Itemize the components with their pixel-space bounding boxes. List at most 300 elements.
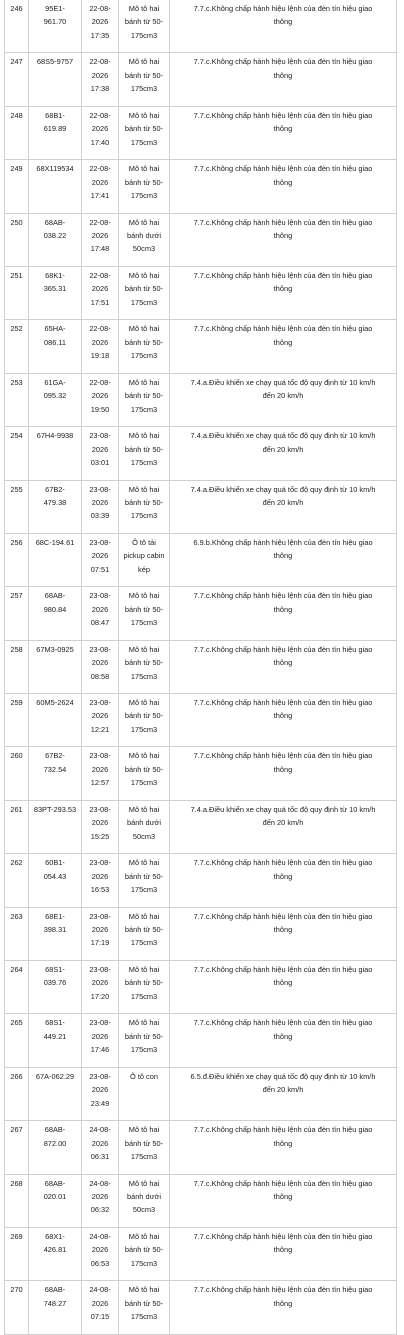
- violation-description-line: 7.7.c.Không chấp hành hiệu lệnh của đèn tín hiệu giao: [193, 858, 373, 868]
- vehicle-type-cell: [119, 1014, 170, 1067]
- vehicle-type-line: 175cm3: [130, 351, 158, 361]
- violation-description-line: thông: [273, 17, 293, 27]
- violation-time-line: 23-08-: [89, 537, 111, 547]
- row-number-cell: 257: [5, 587, 29, 640]
- violation-time-cell: [82, 160, 119, 213]
- vehicle-type-cell: [119, 694, 170, 747]
- violation-description-cell: [170, 1281, 397, 1334]
- vehicle-type-line: Mô tô hai: [128, 4, 160, 13]
- violation-description-line: thông: [273, 177, 293, 187]
- license-plate-line: 398.31: [43, 925, 67, 935]
- vehicle-type-line: Mô tô hai: [128, 751, 160, 761]
- license-plate-cell: [29, 53, 82, 106]
- violation-time-line: 12:21: [90, 724, 110, 734]
- violation-time-line: 2026: [91, 230, 109, 240]
- violation-time-line: 2026: [91, 818, 109, 828]
- violation-time-line: 2026: [91, 1138, 109, 1148]
- violation-time-line: 22-08-: [89, 217, 111, 227]
- license-plate-cell: [29, 1121, 82, 1174]
- vehicle-type-line: 175cm3: [130, 511, 158, 521]
- vehicle-type-line: 175cm3: [130, 404, 158, 414]
- license-plate-line: 68C-194.61: [35, 537, 75, 547]
- vehicle-type-line: bánh từ 50-: [124, 1138, 164, 1148]
- vehicle-type-cell: [119, 961, 170, 1014]
- license-plate-cell: [29, 427, 82, 480]
- license-plate-line: 68AB-: [44, 217, 66, 227]
- violation-description-line: 7.7.c.Không chấp hành hiệu lệnh của đèn tín hiệu giao: [193, 57, 373, 67]
- violation-time-line: 06:32: [90, 1205, 110, 1215]
- violation-description-cell: [170, 320, 397, 373]
- violation-time-cell: [82, 213, 119, 266]
- violation-time-line: 2026: [91, 284, 109, 294]
- violation-time-line: 2026: [91, 1085, 109, 1095]
- violation-description-line: thông: [273, 551, 293, 561]
- license-plate-line: 68X1-: [45, 1231, 65, 1241]
- vehicle-type-line: 175cm3: [130, 297, 158, 307]
- vehicle-type-line: 175cm3: [130, 30, 158, 40]
- violation-description-line: đến 20 km/h: [262, 391, 304, 401]
- violation-description-line: 7.7.c.Không chấp hành hiệu lệnh của đèn tín hiệu giao: [193, 644, 373, 654]
- violation-time-line: 19:50: [90, 404, 110, 414]
- violation-time-line: 23-08-: [89, 591, 111, 601]
- license-plate-line: 961.70: [43, 17, 67, 27]
- license-plate-line: 054.43: [43, 871, 67, 881]
- violation-time-line: 2026: [91, 17, 109, 27]
- license-plate-cell: [29, 480, 82, 533]
- violation-time-line: 17:35: [90, 30, 110, 40]
- violation-time-line: 2026: [91, 444, 109, 454]
- license-plate-line: 872.00: [43, 1138, 67, 1148]
- vehicle-type-line: Mô tô hai: [128, 644, 160, 654]
- license-plate-cell: [29, 0, 82, 53]
- vehicle-type-line: Mô tô hai: [128, 1285, 160, 1295]
- vehicle-type-line: Mô tô hai: [128, 431, 160, 441]
- violation-time-line: 15:25: [90, 831, 110, 841]
- vehicle-type-line: Mô tô hai: [128, 1178, 160, 1188]
- license-plate-cell: [29, 800, 82, 853]
- violation-description-line: thông: [273, 1192, 293, 1201]
- violation-time-line: 2026: [91, 337, 109, 347]
- violation-description-line: đến 20 km/h: [262, 444, 304, 454]
- vehicle-type-cell: [119, 160, 170, 213]
- violation-description-line: đến 20 km/h: [262, 1085, 304, 1095]
- vehicle-type-line: 175cm3: [130, 938, 158, 948]
- violation-time-line: 24-08-: [89, 1231, 111, 1241]
- violation-description-line: 7.7.c.Không chấp hành hiệu lệnh của đèn tín hiệu giao: [193, 110, 373, 120]
- violation-time-line: 17:48: [90, 244, 110, 254]
- violation-time-cell: [82, 1014, 119, 1067]
- violation-description-line: thông: [273, 70, 293, 80]
- violations-table-body: [5, 0, 397, 1334]
- vehicle-type-line: 175cm3: [130, 778, 158, 788]
- violation-time-line: 2026: [91, 978, 109, 988]
- violation-description-line: thông: [273, 604, 293, 614]
- violation-description-cell: [170, 1174, 397, 1227]
- violation-description-line: 7.7.c.Không chấp hành hiệu lệnh của đèn tín hiệu giao: [193, 270, 373, 280]
- vehicle-type-line: Mô tô hai: [128, 1231, 160, 1241]
- license-plate-line: 038.22: [43, 230, 67, 240]
- violation-time-line: 2026: [91, 70, 109, 80]
- vehicle-type-line: bánh dưới: [126, 230, 162, 240]
- license-plate-line: 086.11: [43, 337, 67, 347]
- violation-time-cell: [82, 427, 119, 480]
- violation-time-line: 2026: [91, 871, 109, 881]
- vehicle-type-line: bánh từ 50-: [124, 604, 164, 614]
- violation-description-cell: [170, 373, 397, 426]
- vehicle-type-cell: [119, 480, 170, 533]
- license-plate-line: 61GA-: [44, 377, 66, 387]
- vehicle-type-line: kép: [138, 564, 150, 574]
- row-number-cell: 247: [5, 53, 29, 106]
- vehicle-type-cell: [119, 1281, 170, 1334]
- table-row: [5, 694, 397, 747]
- vehicle-type-cell: [119, 533, 170, 586]
- license-plate-line: 60M5-2624: [36, 698, 74, 708]
- vehicle-type-line: Mô tô hai: [128, 324, 160, 334]
- table-row: [5, 640, 397, 693]
- table-row: [5, 1281, 397, 1334]
- vehicle-type-cell: [119, 53, 170, 106]
- violation-description-line: 7.4.a.Điều khiển xe chạy quá tốc độ quy định từ 10 km/h: [190, 484, 376, 494]
- violation-description-cell: [170, 587, 397, 640]
- vehicle-type-line: bánh từ 50-: [124, 1031, 164, 1041]
- license-plate-line: 68X119534: [36, 164, 74, 174]
- vehicle-type-line: bánh từ 50-: [124, 978, 164, 988]
- violation-time-line: 17:40: [90, 137, 110, 147]
- violation-time-cell: [82, 480, 119, 533]
- row-number-cell: 267: [5, 1121, 29, 1174]
- vehicle-type-line: pickup cabin: [123, 551, 165, 561]
- violation-description-cell: [170, 1014, 397, 1067]
- row-number-cell: 262: [5, 854, 29, 907]
- violation-time-line: 2026: [91, 1298, 109, 1308]
- violation-time-cell: [82, 1227, 119, 1280]
- vehicle-type-line: 175cm3: [130, 1045, 158, 1055]
- violation-description-line: 7.7.c.Không chấp hành hiệu lệnh của đèn tín hiệu giao: [193, 164, 373, 174]
- row-number-cell: 256: [5, 533, 29, 586]
- license-plate-line: 449.21: [43, 1031, 67, 1041]
- violation-time-line: 07:51: [90, 564, 110, 574]
- vehicle-type-line: Ô tô tải: [132, 537, 156, 547]
- license-plate-line: 68S1-: [45, 1018, 65, 1028]
- violation-time-cell: [82, 961, 119, 1014]
- violation-time-cell: [82, 1174, 119, 1227]
- license-plate-cell: [29, 1014, 82, 1067]
- license-plate-line: 619.89: [43, 124, 67, 134]
- license-plate-cell: [29, 907, 82, 960]
- license-plate-line: 095.32: [43, 391, 67, 401]
- table-row: [5, 1227, 397, 1280]
- violation-time-line: 19:18: [90, 351, 110, 361]
- table-row: [5, 320, 397, 373]
- violation-time-line: 23-08-: [89, 484, 111, 494]
- violation-description-line: 6.5.đ.Điều khiển xe chạy quá tốc độ quy định từ 10 km/h: [190, 1071, 376, 1081]
- violation-description-line: thông: [273, 658, 293, 668]
- table-row: [5, 533, 397, 586]
- vehicle-type-cell: [119, 640, 170, 693]
- violation-time-cell: [82, 373, 119, 426]
- row-number-cell: 265: [5, 1014, 29, 1067]
- vehicle-type-cell: [119, 320, 170, 373]
- vehicle-type-line: 50cm3: [132, 1205, 156, 1215]
- violation-time-line: 06:53: [90, 1258, 110, 1268]
- vehicle-type-cell: [119, 800, 170, 853]
- vehicle-type-line: Mô tô hai: [128, 377, 160, 387]
- vehicle-type-line: 175cm3: [130, 724, 158, 734]
- violation-description-line: thông: [273, 711, 293, 721]
- row-number-cell: 268: [5, 1174, 29, 1227]
- vehicle-type-line: 175cm3: [130, 137, 158, 147]
- row-number-cell: 269: [5, 1227, 29, 1280]
- license-plate-cell: [29, 533, 82, 586]
- vehicle-type-line: 50cm3: [132, 244, 156, 254]
- violation-description-cell: [170, 854, 397, 907]
- violation-description-cell: [170, 427, 397, 480]
- vehicle-type-line: 175cm3: [130, 1152, 158, 1162]
- violation-time-cell: [82, 1067, 119, 1120]
- violation-time-line: 2026: [91, 764, 109, 774]
- violation-description-line: thông: [273, 925, 293, 935]
- violation-time-line: 12:57: [90, 778, 110, 788]
- violation-time-line: 16:53: [90, 885, 110, 895]
- vehicle-type-line: Mô tô hai: [128, 911, 160, 921]
- row-number-cell: 251: [5, 266, 29, 319]
- violation-time-cell: [82, 106, 119, 159]
- license-plate-cell: [29, 266, 82, 319]
- row-number-cell: 250: [5, 213, 29, 266]
- license-plate-line: 365.31: [43, 284, 67, 294]
- violation-time-line: 2026: [91, 551, 109, 561]
- table-row: [5, 427, 397, 480]
- violation-description-line: thông: [273, 1245, 293, 1255]
- table-row: [5, 106, 397, 159]
- violation-time-line: 2026: [91, 711, 109, 721]
- violation-time-line: 23:49: [90, 1098, 110, 1108]
- violation-description-cell: [170, 1121, 397, 1174]
- table-row: [5, 53, 397, 106]
- violation-description-cell: [170, 747, 397, 800]
- vehicle-type-line: Mô tô hai: [128, 965, 160, 975]
- violation-time-cell: [82, 694, 119, 747]
- table-row: [5, 800, 397, 853]
- vehicle-type-line: bánh từ 50-: [124, 658, 164, 668]
- vehicle-type-cell: [119, 427, 170, 480]
- violation-description-cell: [170, 640, 397, 693]
- license-plate-line: 68AB-: [44, 591, 66, 601]
- vehicle-type-line: bánh từ 50-: [124, 497, 164, 507]
- license-plate-cell: [29, 320, 82, 373]
- violation-time-line: 22-08-: [89, 164, 111, 174]
- license-plate-line: 980.84: [43, 604, 67, 614]
- license-plate-line: 039.76: [43, 978, 67, 988]
- row-number-cell: 248: [5, 106, 29, 159]
- violation-description-cell: [170, 800, 397, 853]
- table-row: [5, 1067, 397, 1120]
- violation-time-line: 22-08-: [89, 4, 111, 13]
- violation-description-line: 7.7.c.Không chấp hành hiệu lệnh của đèn tín hiệu giao: [193, 324, 373, 334]
- violation-time-line: 07:15: [90, 1312, 110, 1322]
- vehicle-type-cell: [119, 0, 170, 53]
- vehicle-type-cell: [119, 106, 170, 159]
- license-plate-cell: [29, 640, 82, 693]
- violation-description-line: 7.7.c.Không chấp hành hiệu lệnh của đèn tín hiệu giao: [193, 217, 373, 227]
- table-row: [5, 0, 397, 53]
- license-plate-line: 95E1-: [45, 4, 65, 13]
- vehicle-type-line: bánh từ 50-: [124, 337, 164, 347]
- vehicle-type-line: 175cm3: [130, 84, 158, 94]
- row-number-cell: 254: [5, 427, 29, 480]
- violation-description-line: 7.7.c.Không chấp hành hiệu lệnh của đèn tín hiệu giao: [193, 1125, 373, 1135]
- violation-description-line: 7.4.a.Điều khiển xe chạy quá tốc độ quy định từ 10 km/h: [190, 431, 376, 441]
- row-number-cell: 264: [5, 961, 29, 1014]
- violation-time-line: 2026: [91, 1031, 109, 1041]
- violation-time-line: 24-08-: [89, 1125, 111, 1135]
- vehicle-type-line: Mô tô hai: [128, 217, 160, 227]
- license-plate-cell: [29, 854, 82, 907]
- violation-time-cell: [82, 640, 119, 693]
- vehicle-type-line: bánh từ 50-: [124, 444, 164, 454]
- vehicle-type-line: Mô tô hai: [128, 57, 160, 67]
- violation-time-cell: [82, 53, 119, 106]
- violation-description-line: 6.9.b.Không chấp hành hiệu lệnh của đèn tín hiệu giao: [193, 537, 373, 547]
- vehicle-type-line: 175cm3: [130, 457, 158, 467]
- violation-time-line: 17:51: [90, 297, 110, 307]
- violation-time-cell: [82, 266, 119, 319]
- license-plate-cell: [29, 373, 82, 426]
- violation-time-line: 2026: [91, 1245, 109, 1255]
- violation-description-cell: [170, 1227, 397, 1280]
- vehicle-type-line: bánh từ 50-: [124, 764, 164, 774]
- violation-description-line: 7.7.c.Không chấp hành hiệu lệnh của đèn tín hiệu giao: [193, 591, 373, 601]
- violation-time-line: 23-08-: [89, 431, 111, 441]
- license-plate-line: 68AB-: [44, 1125, 66, 1135]
- vehicle-type-line: 175cm3: [130, 190, 158, 200]
- license-plate-line: 68E1-: [45, 911, 65, 921]
- violation-description-line: thông: [273, 871, 293, 881]
- row-number-cell: 270: [5, 1281, 29, 1334]
- violation-time-line: 22-08-: [89, 324, 111, 334]
- violation-time-line: 03:01: [90, 457, 110, 467]
- violation-time-cell: [82, 320, 119, 373]
- vehicle-type-line: Mô tô hai: [128, 1018, 160, 1028]
- violation-description-cell: [170, 53, 397, 106]
- vehicle-type-line: bánh từ 50-: [124, 871, 164, 881]
- row-number-cell: 260: [5, 747, 29, 800]
- table-row: [5, 1121, 397, 1174]
- license-plate-line: 68AB-: [44, 1178, 66, 1188]
- violation-time-line: 08:47: [90, 618, 110, 628]
- row-number-cell: 263: [5, 907, 29, 960]
- violation-description-cell: [170, 0, 397, 53]
- violation-time-line: 06:31: [90, 1152, 110, 1162]
- vehicle-type-line: Mô tô hai: [128, 591, 160, 601]
- vehicle-type-line: Mô tô hai: [128, 1125, 160, 1135]
- table-row: [5, 213, 397, 266]
- violation-description-cell: [170, 1067, 397, 1120]
- vehicle-type-line: bánh từ 50-: [124, 925, 164, 935]
- row-number-cell: 266: [5, 1067, 29, 1120]
- license-plate-line: 67A-062.29: [35, 1071, 75, 1081]
- table-row: [5, 961, 397, 1014]
- vehicle-type-line: bánh từ 50-: [124, 177, 164, 187]
- violation-time-line: 23-08-: [89, 698, 111, 708]
- violation-time-line: 23-08-: [89, 751, 111, 761]
- license-plate-cell: [29, 587, 82, 640]
- violation-time-line: 2026: [91, 604, 109, 614]
- vehicle-type-cell: [119, 854, 170, 907]
- violation-time-line: 17:46: [90, 1045, 110, 1055]
- row-number-cell: 249: [5, 160, 29, 213]
- vehicle-type-line: Mô tô hai: [128, 484, 160, 494]
- license-plate-line: 748.27: [43, 1298, 67, 1308]
- violation-time-line: 2026: [91, 177, 109, 187]
- table-row: [5, 373, 397, 426]
- license-plate-cell: [29, 961, 82, 1014]
- violation-description-line: 7.4.a.Điều khiển xe chạy quá tốc độ quy định từ 10 km/h: [190, 804, 376, 814]
- violation-description-line: 7.7.c.Không chấp hành hiệu lệnh của đèn tín hiệu giao: [193, 751, 373, 761]
- row-number-cell: 246: [5, 0, 29, 53]
- violation-description-cell: [170, 907, 397, 960]
- vehicle-type-line: bánh từ 50-: [124, 17, 164, 27]
- violation-description-line: thông: [273, 764, 293, 774]
- violation-description-line: thông: [273, 337, 293, 347]
- table-row: [5, 587, 397, 640]
- violation-time-cell: [82, 747, 119, 800]
- violation-time-line: 17:41: [90, 190, 110, 200]
- license-plate-cell: [29, 160, 82, 213]
- vehicle-type-line: Mô tô hai: [128, 110, 160, 120]
- vehicle-type-line: bánh từ 50-: [124, 1298, 164, 1308]
- vehicle-type-line: bánh dưới: [126, 1192, 162, 1201]
- violation-description-cell: [170, 160, 397, 213]
- vehicle-type-cell: [119, 1121, 170, 1174]
- violation-time-line: 23-08-: [89, 1071, 111, 1081]
- vehicle-type-line: 175cm3: [130, 671, 158, 681]
- table-row: [5, 747, 397, 800]
- violation-time-line: 23-08-: [89, 804, 111, 814]
- violation-time-line: 2026: [91, 124, 109, 134]
- vehicle-type-line: Mô tô hai: [128, 270, 160, 280]
- table-row: [5, 160, 397, 213]
- violation-time-cell: [82, 1121, 119, 1174]
- vehicle-type-line: Mô tô hai: [128, 164, 160, 174]
- violation-time-line: 24-08-: [89, 1178, 111, 1188]
- vehicle-type-cell: [119, 907, 170, 960]
- violation-time-line: 2026: [91, 925, 109, 935]
- violation-time-line: 23-08-: [89, 911, 111, 921]
- row-number-cell: 253: [5, 373, 29, 426]
- vehicle-type-line: bánh từ 50-: [124, 1245, 164, 1255]
- table-row: [5, 907, 397, 960]
- violation-time-line: 23-08-: [89, 965, 111, 975]
- violation-description-cell: [170, 961, 397, 1014]
- violation-description-line: thông: [273, 124, 293, 134]
- violation-time-line: 23-08-: [89, 858, 111, 868]
- license-plate-cell: [29, 694, 82, 747]
- license-plate-line: 67B2-: [45, 484, 65, 494]
- row-number-cell: 258: [5, 640, 29, 693]
- vehicle-type-line: Mô tô hai: [128, 858, 160, 868]
- license-plate-line: 67H4-9938: [36, 431, 74, 441]
- violation-time-cell: [82, 533, 119, 586]
- violation-time-line: 17:20: [90, 991, 110, 1001]
- violation-description-line: thông: [273, 284, 293, 294]
- license-plate-line: 68AB-: [44, 1285, 66, 1295]
- violation-time-line: 23-08-: [89, 1018, 111, 1028]
- license-plate-line: 426.81: [43, 1245, 67, 1255]
- violation-description-line: thông: [273, 230, 293, 240]
- violation-time-line: 2026: [91, 658, 109, 668]
